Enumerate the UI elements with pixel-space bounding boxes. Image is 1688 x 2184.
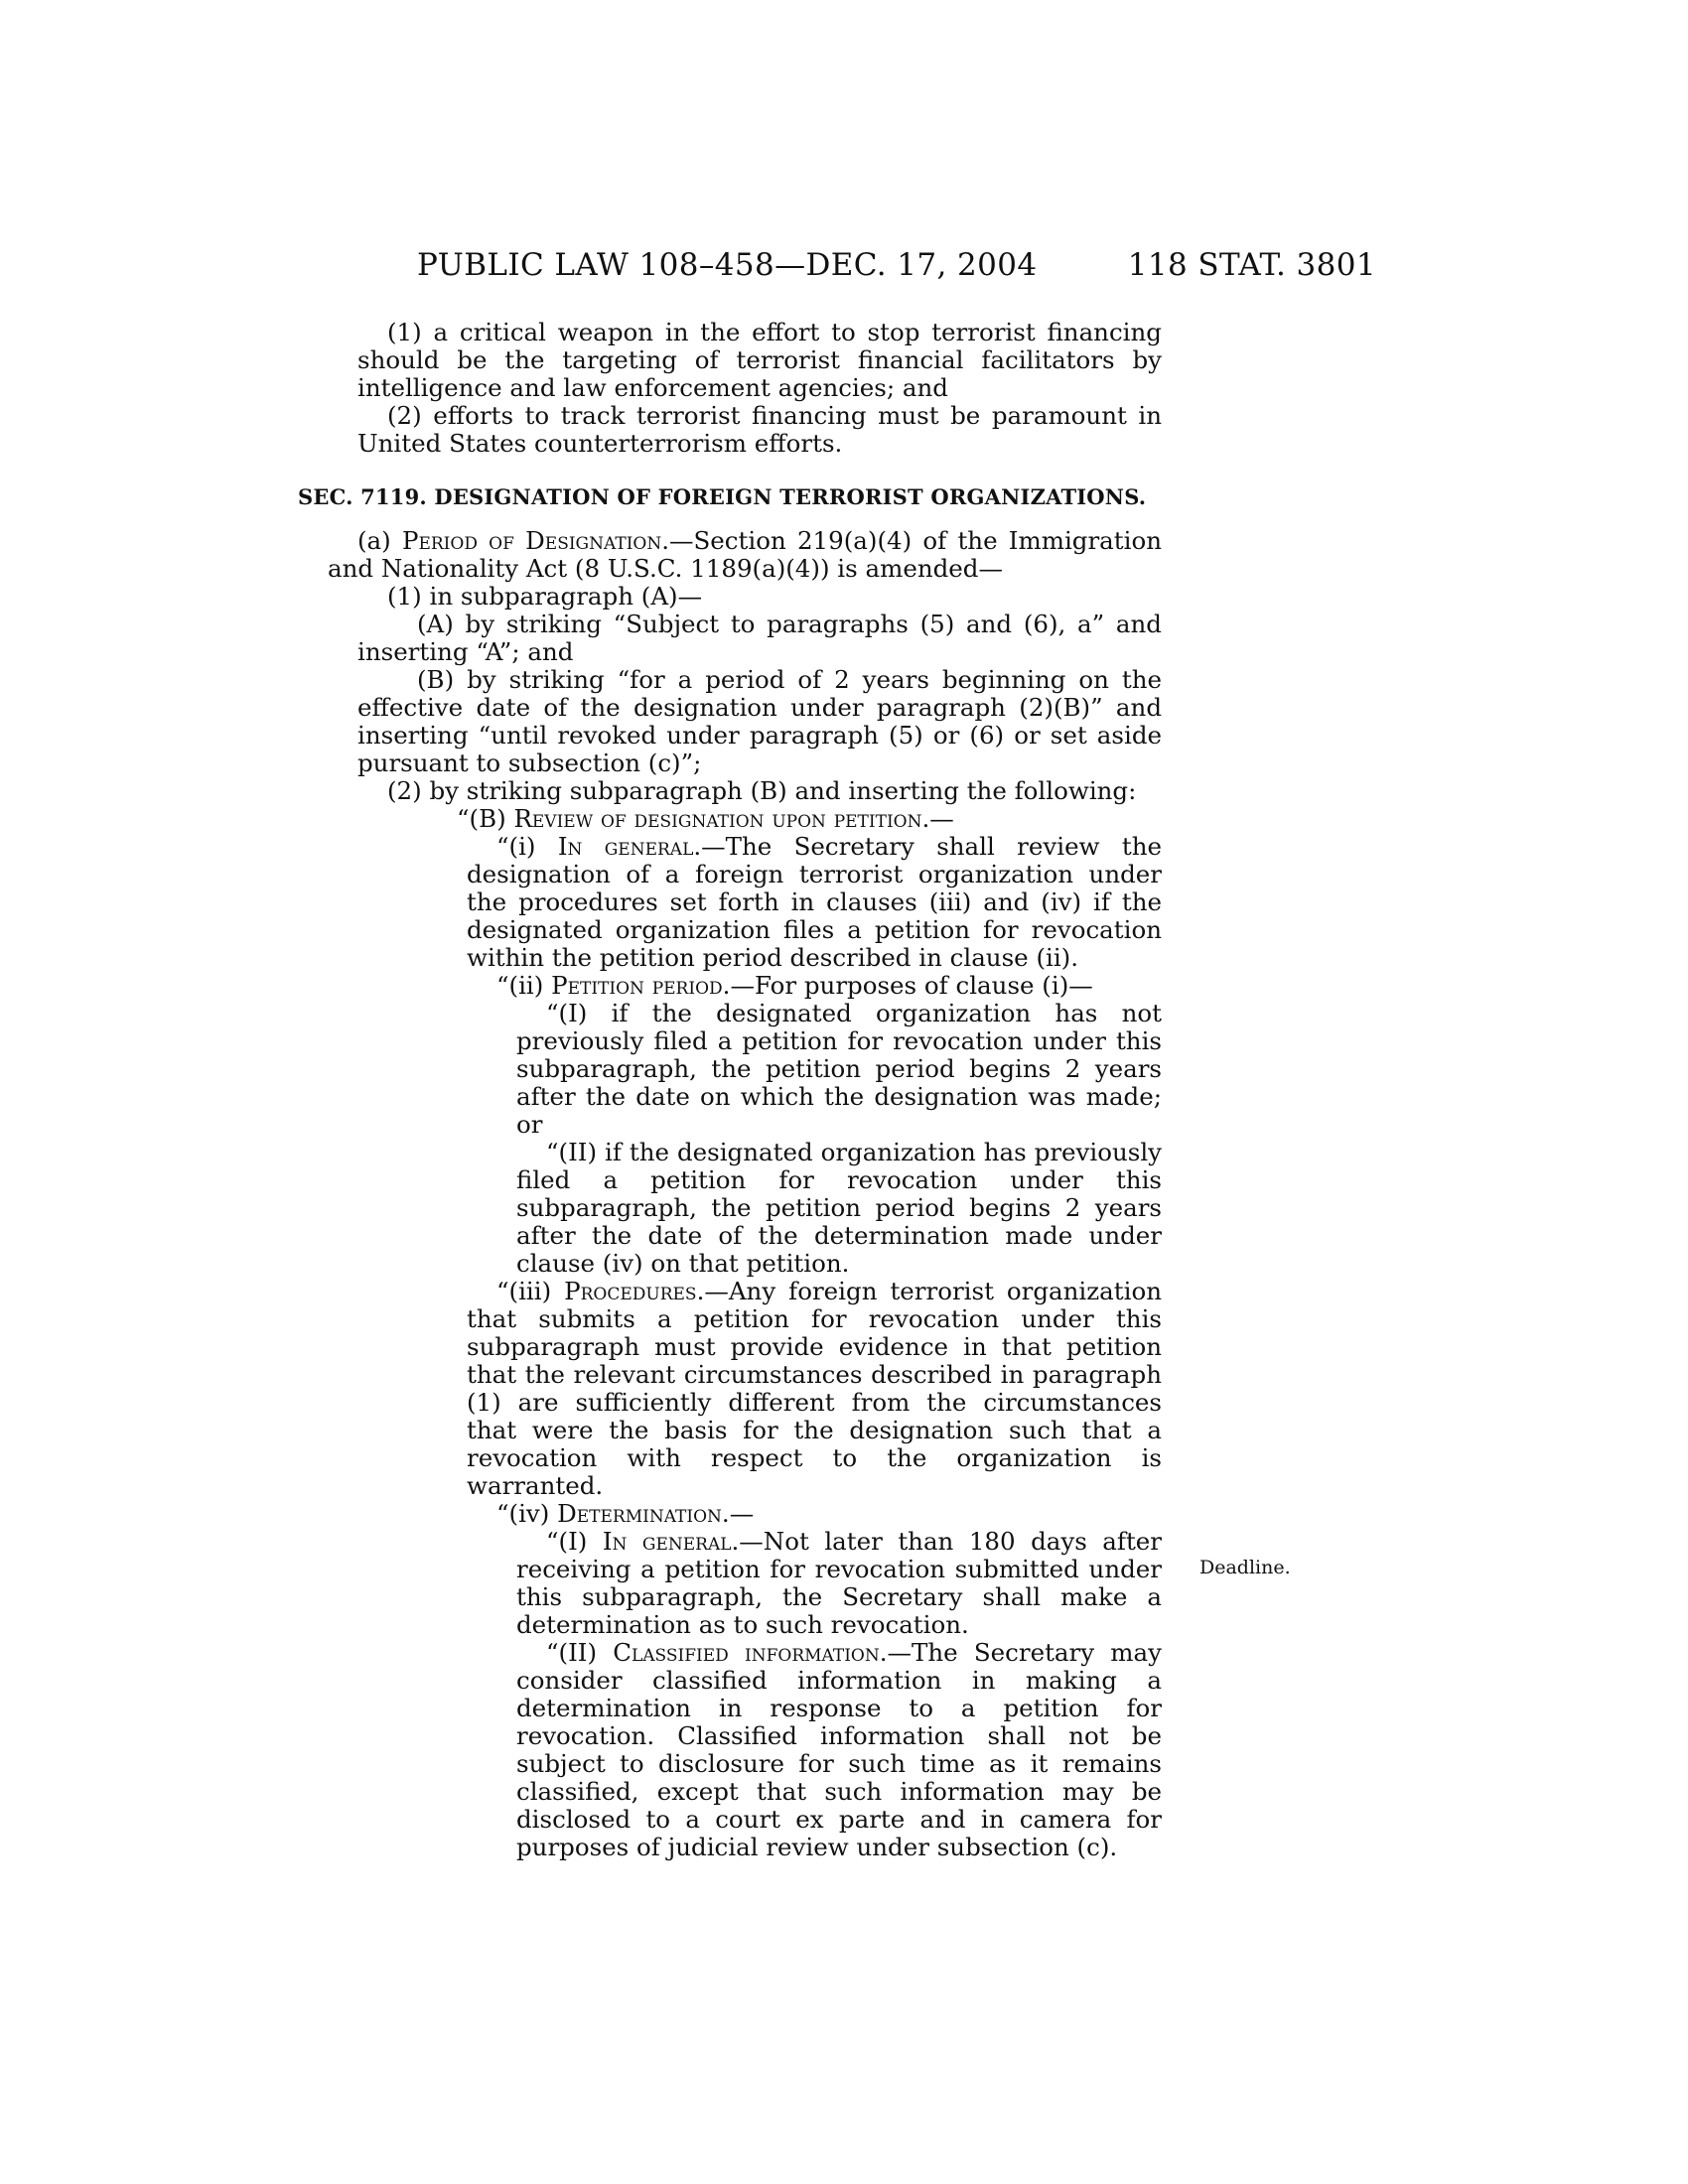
subparagraph-B-dash: .—	[921, 804, 954, 833]
clause-ii-subclause-II: “(II) if the designated organization has previously filed a petition for revocation under this subparagraph, the petition period begins 2 years after the date of the determination made under clause (iv) on that petition.	[516, 1138, 1162, 1278]
clause-iv-label: “(iv)	[496, 1499, 558, 1528]
clause-iv-subclause-II	[328, 1639, 1162, 1861]
clause-i-caption: In general	[557, 832, 694, 861]
clause-i-text: .—The Secretary shall review the designation of a foreign terrorist organization under the procedures set forth in clauses (iii) and (iv) if the designated organization files a petition for revocation within the petition period described in clause (ii).	[467, 832, 1163, 972]
clause-iv-subclause-I-label: “(I)	[546, 1527, 603, 1556]
clause-ii-caption: Petition period	[551, 971, 723, 1000]
clause-iv-subclause-I-text: .—Not later than 180 days after receiving a petition for revocation submitted under this subparagraph, the Secretary shall make a determination as to such revocation.	[516, 1527, 1163, 1639]
subsection-a-label: (a)	[357, 526, 402, 555]
clause-ii-subclause-I: “(I) if the designated organization has not previously filed a petition for revocation under this subparagraph, the petition period begins 2 years after the date on which the designation was made; or	[516, 999, 1162, 1139]
page-header	[417, 247, 1376, 287]
clause-iv-dash: .—	[721, 1499, 755, 1528]
clause-ii	[328, 972, 1162, 1000]
clause-iv-subclause-I	[328, 1528, 1162, 1639]
clause-iv	[328, 1500, 1162, 1528]
paragraph-2: (2) efforts to track terrorist financing must be paramount in United States counterterrorism efforts.	[357, 401, 1162, 458]
paragraph-1: (1) a critical weapon in the effort to stop terrorist financing should be the targeting of terrorist financial facilitators by intelligence and law enforcement agencies; and	[357, 318, 1162, 402]
item-2: (2) by striking subparagraph (B) and inserting the following:	[387, 776, 1137, 805]
subparagraph-B-label: “(B)	[457, 804, 514, 833]
clause-ii-label: “(ii)	[496, 971, 552, 1000]
clause-iv-subclause-II-label: “(II)	[546, 1638, 614, 1667]
clause-i	[328, 833, 1162, 972]
header-stat-page: 118 STAT. 3801	[1127, 247, 1376, 283]
clause-iii	[328, 1278, 1162, 1500]
header-law-citation: PUBLIC LAW 108–458—DEC. 17, 2004	[417, 247, 1038, 283]
section-heading: SEC. 7119. DESIGNATION OF FOREIGN TERRORIST ORGANIZATIONS.	[298, 484, 1147, 509]
clause-iii-text: .—Any foreign terrorist organization that submits a petition for revocation under this subparagraph must provide evidence in that petition that the relevant circumstances described in paragraph (1) are sufficiently different from the circumstances that were the basis for the designation such that a revocation with respect to the organization is warranted.	[467, 1277, 1162, 1500]
margin-note-deadline: Deadline.	[1199, 1557, 1291, 1578]
item-1-B: (B) by striking “for a period of 2 years beginning on the effective date of the designation under paragraph (2)(B)” and inserting “until revoked under paragraph (5) or (6) or set aside pursuant to subsection (c)”;	[357, 665, 1162, 777]
subsection-a	[328, 527, 1162, 583]
subparagraph-B-caption: Review of designation upon petition	[513, 804, 922, 833]
clause-iv-subclause-I-caption: In general	[602, 1527, 732, 1556]
clause-iv-caption: Determination	[557, 1499, 722, 1528]
subsection-a-caption: Period of Designation	[401, 526, 662, 555]
subparagraph-B	[328, 805, 1162, 833]
subsection-a-text: .—Section 219(a)(4) of the Immigration and Nationality Act (8 U.S.C. 1189(a)(4)) is amended—	[328, 526, 1162, 583]
item-1-A: (A) by striking “Subject to paragraphs (5) and (6), a” and inserting “A”; and	[357, 610, 1162, 666]
statute-body	[298, 318, 1163, 1861]
clause-iv-subclause-II-text: .—The Secretary may consider classified information in making a determination in response to a petition for revocation. Classified information shall not be subject to disclosure for such time as it remains classified, except that such information may be disclosed to a court ex parte and in camera for purposes of judicial review under subsection (c).	[516, 1638, 1162, 1861]
clause-iii-label: “(iii)	[496, 1277, 565, 1305]
clause-ii-text: .—For purposes of clause (i)—	[722, 971, 1093, 1000]
item-1: (1) in subparagraph (A)—	[387, 582, 703, 611]
clause-i-label: “(i)	[496, 832, 558, 861]
clause-iii-caption: Procedures	[564, 1277, 697, 1305]
clause-iv-subclause-II-caption: Classified information	[613, 1638, 880, 1667]
